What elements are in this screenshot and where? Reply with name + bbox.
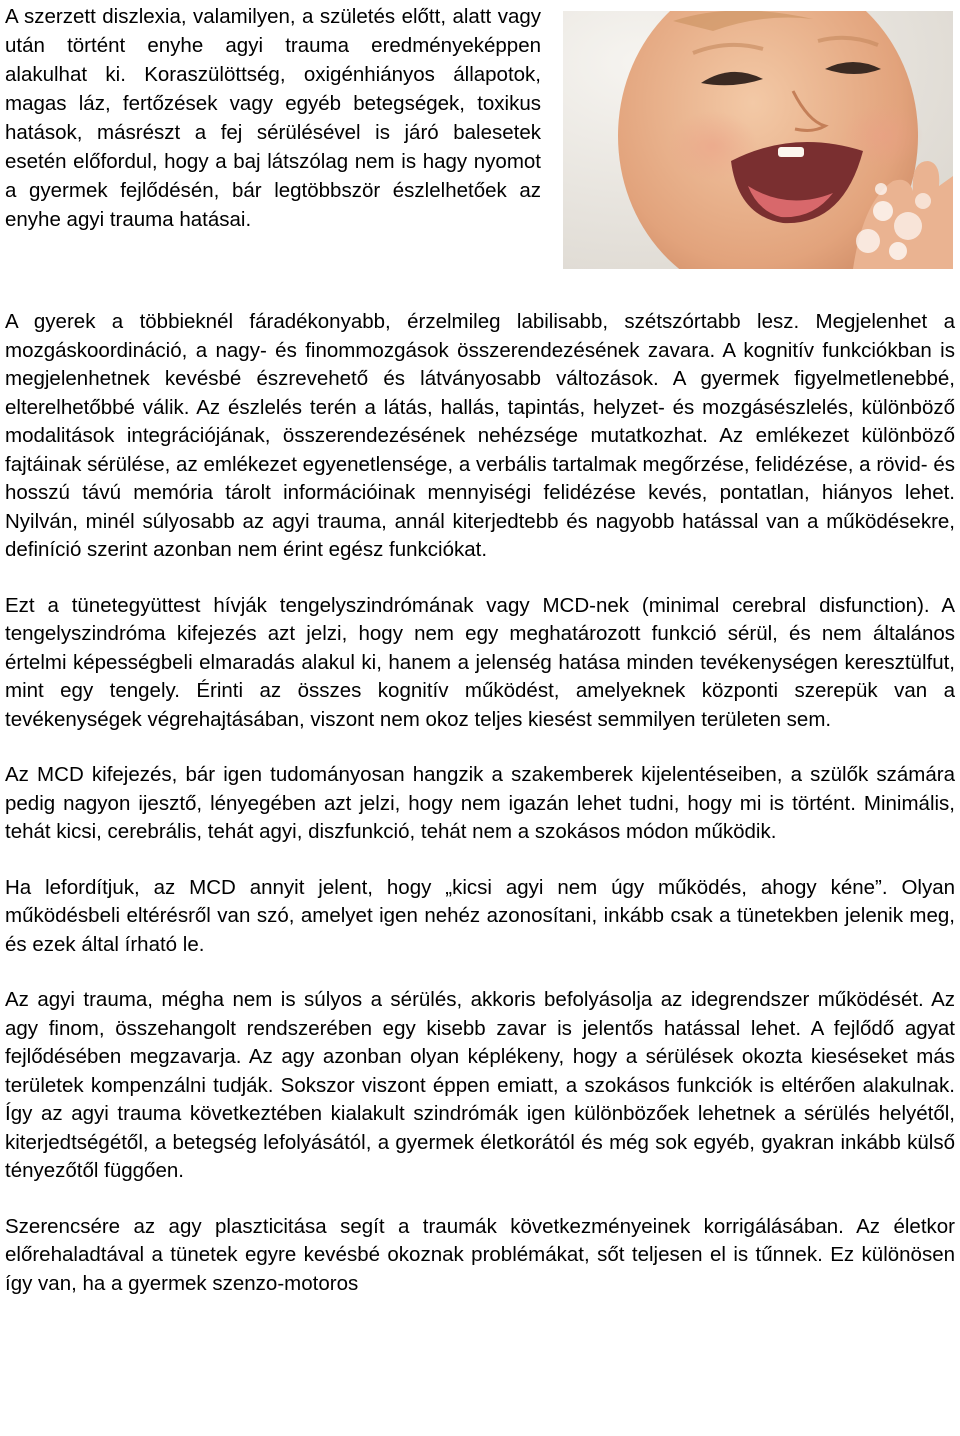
paragraph: Ezt a tünetegyüttest hívják tengelyszindrómának vagy MCD-nek (minimal cerebral disfunction). A tengelyszindróma kifejezés azt jelzi, hogy nem egy meghatározott funkció sérül, és nem általános értelmi képességbeli elmaradás alakul ki, hanem a jelenség hatása minden tevékenységen keresztülfut, mint egy tengely. Érinti az összes kognitív működést, amelyeknek központi szerepük van a tevékenységek végrehajtásában, viszont nem okoz teljes kiesést semmilyen területen sem. <box>5 593 955 731</box>
intro-section <box>5 0 955 302</box>
baby-photo <box>563 11 953 269</box>
paragraph: Szerencsére az agy plaszticitása segít a traumák következményeinek korrigálásában. Az életkor előrehaladtával a tünetek egyre kevésbé okoznak problémákat, sőt teljesen el is tűnnek. Ez különösen így van, ha a gyermek szenzo-motoros <box>5 1214 955 1295</box>
paragraph: Ha lefordítjuk, az MCD annyit jelent, hogy „kicsi agyi nem úgy működés, ahogy kéne”. Olyan működésbeli eltérésről van szó, amelyet igen nehéz azonosítani, inkább csak a tünetekben jelenik meg, és ezek által írható le. <box>5 875 955 956</box>
document-page <box>5 0 955 1325</box>
paragraph: A gyerek a többieknél fáradékonyabb, érzelmileg labilisabb, szétszórtabb lesz. Megjelenhet a mozgáskoordináció, a nagy- és finommozgások összerendezésének zavara. A kognitív funkciókban is megjelenhetnek kevésbé észrevehető és látványosabb változások. A gyermek figyelmetlenebbé, elterelhetőbbé válik. Az észlelés terén a látás, hallás, tapintás, helyzet- és mozgásészlelés, különböző modalitások integrációjának, összerendezésének nehézsége mutatkozhat. Az emlékezet különböző fajtáinak sérülése, az emlékezet egyenetlensége, a verbális tartalmak megőrzése, felidézése, a rövid- és hosszú távú memória tárolt információinak mennyiségi felidézése kevés, pontatlan, hiányos lehet. Nyilván, minél súlyosabb az agyi trauma, annál kiterjedtebb és nagyobb hatással van a működésekre, definíció szerint azonban nem érint egész funkciókat. <box>5 310 955 561</box>
paragraph: Az MCD kifejezés, bár igen tudományosan hangzik a szakemberek kijelentéseiben, a szülők számára pedig nagyon ijesztő, lényegében azt jelzi, hogy nem igazán lehet tudni, hogy mi is történt. Minimális, tehát kicsi, cerebrális, tehát agyi, diszfunkció, tehát nem a szokásos módon működik. <box>5 763 955 843</box>
intro-paragraph: A szerzett diszlexia, valamilyen, a születés előtt, alatt vagy után történt enyhe agyi trauma eredményeképpen alakulhat ki. Koraszülöttség, oxigénhiányos állapotok, magas láz, fertőzések vagy egyéb betegségek, toxikus hatások, másrészt a fej sérülésével is járó balesetek esetén előfordul, hogy a baj látszólag nem is hagy nyomot a gyermek fejlődésén, bár legtöbbször észlelhetőek az enyhe agyi trauma hatásai. <box>5 5 541 231</box>
paragraph: Az agyi trauma, mégha nem is súlyos a sérülés, akkoris befolyásolja az idegrendszer működését. Az agy finom, összehangolt rendszerében egy kisebb zavar is jelentős hatással lehet. A fejlődő agyat fejlődésében megzavarja. Az agy azonban olyan képlékeny, hogy a sérülések okozta kieséseket más területek kompenzálni tudják. Sokszor viszont éppen emiatt, a szokásos funkciók is eltérően alakulnak. Így az agyi trauma következtében kialakult szindrómák igen különbözőek lehetnek a sérülés helyétől, kiterjedtségétől, a betegség lefolyásától, a gyermek életkorától és még sok egyéb, gyakran inkább külső tényezőtől függően. <box>5 988 955 1182</box>
